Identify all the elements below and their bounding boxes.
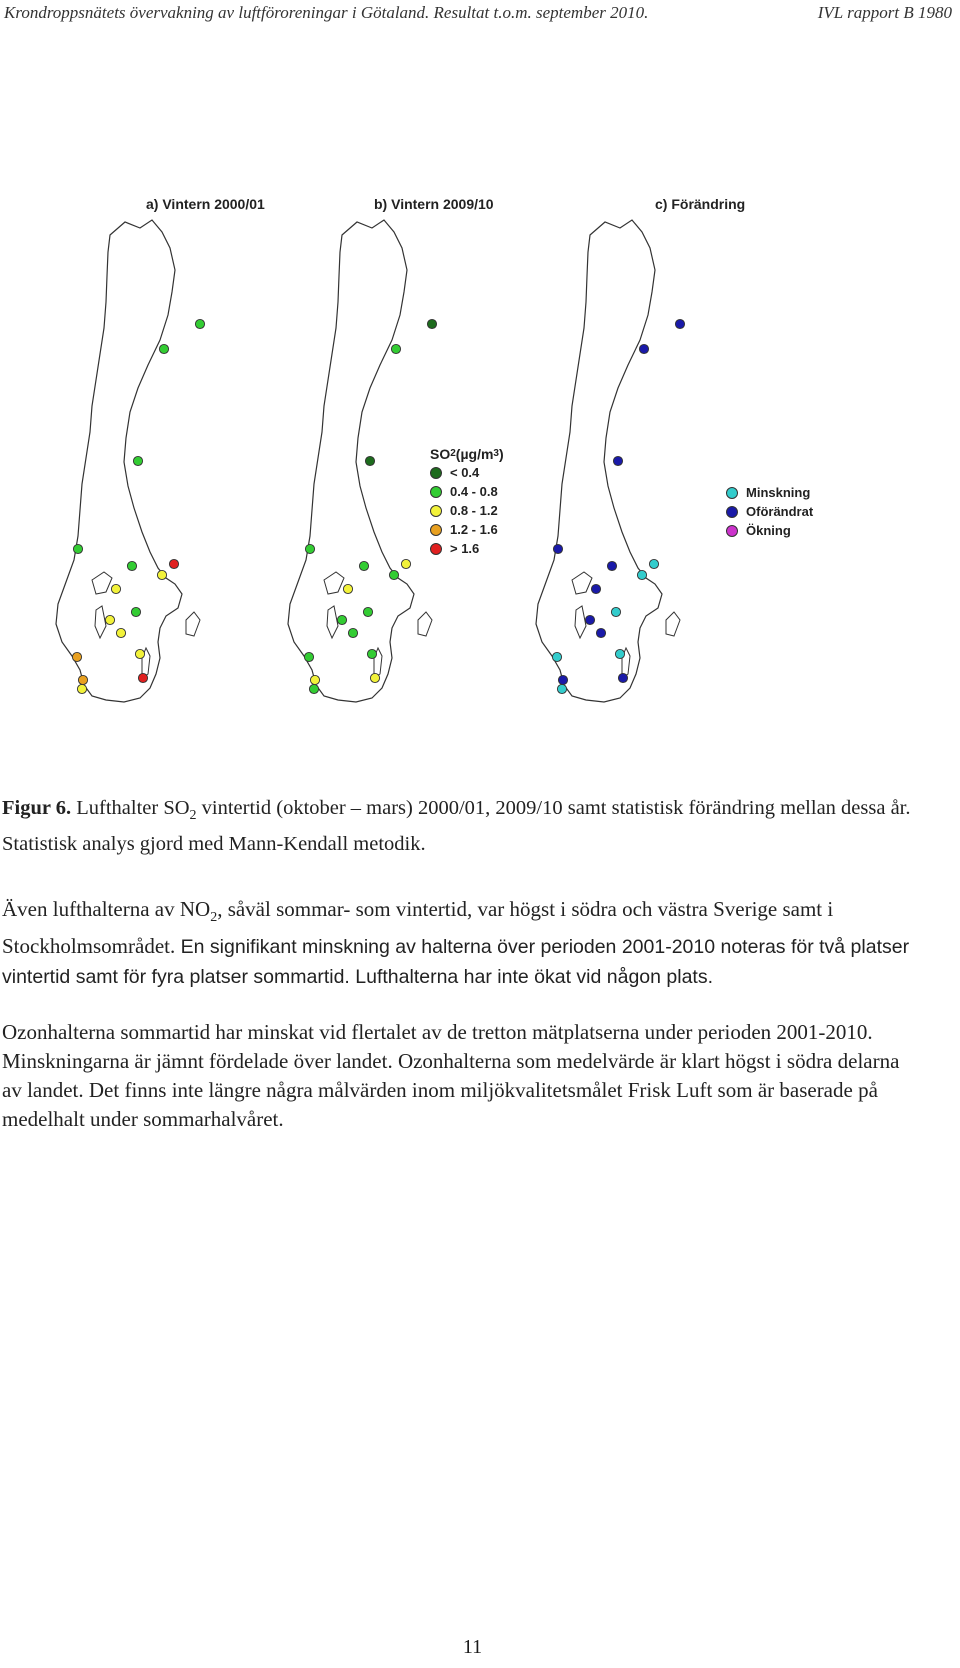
station-dot: [649, 559, 658, 568]
legend-so2-item: 0.4 - 0.8: [430, 482, 504, 501]
station-dot: [78, 675, 87, 684]
station-dot: [363, 607, 372, 616]
legend-dot-icon: [430, 524, 442, 536]
legend-so2-title: SO 2 (µg/m 3 ): [430, 445, 504, 462]
caption-label: Figur 6.: [2, 797, 72, 819]
legend-so2-item: < 0.4: [430, 463, 504, 482]
station-dot: [611, 607, 620, 616]
station-dot: [131, 607, 140, 616]
sweden-map-b: [288, 220, 437, 702]
station-dot: [133, 456, 142, 465]
panel-title-a: a) Vintern 2000/01: [146, 196, 265, 212]
legend-dot-icon: [430, 467, 442, 479]
legend-dot-icon: [430, 543, 442, 555]
station-dot: [427, 319, 436, 328]
station-dot: [135, 649, 144, 658]
sweden-map-c: [536, 220, 685, 702]
legend-change-item: Minskning: [726, 483, 813, 502]
legend-so2: [430, 444, 504, 558]
station-dot: [596, 628, 605, 637]
station-dot: [77, 684, 86, 693]
station-dot: [391, 344, 400, 353]
station-dot: [591, 584, 600, 593]
page-header: [0, 0, 960, 30]
station-dot: [557, 684, 566, 693]
station-dot: [138, 673, 147, 682]
station-dot: [359, 561, 368, 570]
header-report-number: IVL rapport B 1980: [817, 3, 952, 22]
station-dot: [159, 344, 168, 353]
station-dot: [639, 344, 648, 353]
station-dot: [343, 584, 352, 593]
island-outline: [186, 612, 200, 636]
legend-change-item: Oförändrat: [726, 502, 813, 521]
station-dot: [310, 675, 319, 684]
station-dot: [309, 684, 318, 693]
legend-so2-item: 0.8 - 1.2: [430, 501, 504, 520]
station-dot: [365, 456, 374, 465]
paragraph-no2: Även lufthalterna av $NO_2$, såväl sommar- som vintertid, var högst i södra och västra Sverige samt i Stockholmsområdet. En signifikant minskning av halterna över perioden 2001-2010 noteras för två platser vintertid samt för fyra platser sommartid. Lufthalterna har inte ökat vid någon plats.: [2, 897, 910, 989]
station-dot: [169, 559, 178, 568]
station-dot: [157, 570, 166, 579]
page-number: 11: [462, 1636, 483, 1658]
legend-change-item: Ökning: [726, 521, 813, 540]
island-outline: [666, 612, 680, 636]
legend-dot-icon: [726, 506, 738, 518]
station-dot: [607, 561, 616, 570]
station-dot: [615, 649, 624, 658]
station-dot: [337, 615, 346, 624]
station-dot: [367, 649, 376, 658]
station-dot: [370, 673, 379, 682]
station-dot: [401, 559, 410, 568]
station-dot: [111, 584, 120, 593]
station-dot: [348, 628, 357, 637]
station-dot: [585, 615, 594, 624]
station-dot: [613, 456, 622, 465]
station-dot: [552, 652, 561, 661]
legend-dot-icon: [726, 487, 738, 499]
station-dot: [558, 675, 567, 684]
station-dot: [305, 544, 314, 553]
station-dot: [72, 652, 81, 661]
station-dot: [195, 319, 204, 328]
panel-title-c: c) Förändring: [655, 196, 746, 212]
station-dot: [553, 544, 562, 553]
header-report-title: Krondroppsnätets övervakning av luftföroreningar i Götaland. Resultat t.o.m. september 2010.: [4, 3, 649, 22]
island-outline: [418, 612, 432, 636]
station-dot: [116, 628, 125, 637]
station-dot: [127, 561, 136, 570]
legend-change: [726, 483, 813, 540]
legend-so2-item: 1.2 - 1.6: [430, 520, 504, 539]
station-dot: [304, 652, 313, 661]
station-dot: [618, 673, 627, 682]
legend-dot-icon: [430, 486, 442, 498]
station-dot: [389, 570, 398, 579]
station-dot: [637, 570, 646, 579]
legend-dot-icon: [430, 505, 442, 517]
station-dot: [73, 544, 82, 553]
figure-so2-maps: [0, 180, 960, 760]
panel-title-b: b) Vintern 2009/10: [374, 196, 494, 212]
figure-caption: Figur 6. Lufthalter $SO_2$ vintertid (oktober – mars) 2000/01, 2009/10 samt statistisk förändring mellan dessa år. Statistisk analys gjord med Mann-Kendall metodik.: [2, 797, 911, 856]
legend-dot-icon: [726, 525, 738, 537]
sweden-map-a: [56, 220, 205, 702]
station-dot: [105, 615, 114, 624]
station-dot: [675, 319, 684, 328]
paragraph-ozone: Ozonhalterna sommartid har minskat vid flertalet av de tretton mätplatserna under perioden 2001-2010. Minskningarna är jämnt fördelade över landet. Ozonhalterna som medelvärde är klart högst i södra delarna av landet. Det finns inte längre några målvärden inom miljökvalitetsmålet Frisk Luft som är baserade på medelhalt under sommarhalvåret.: [2, 1020, 900, 1131]
legend-so2-item: > 1.6: [430, 539, 504, 558]
